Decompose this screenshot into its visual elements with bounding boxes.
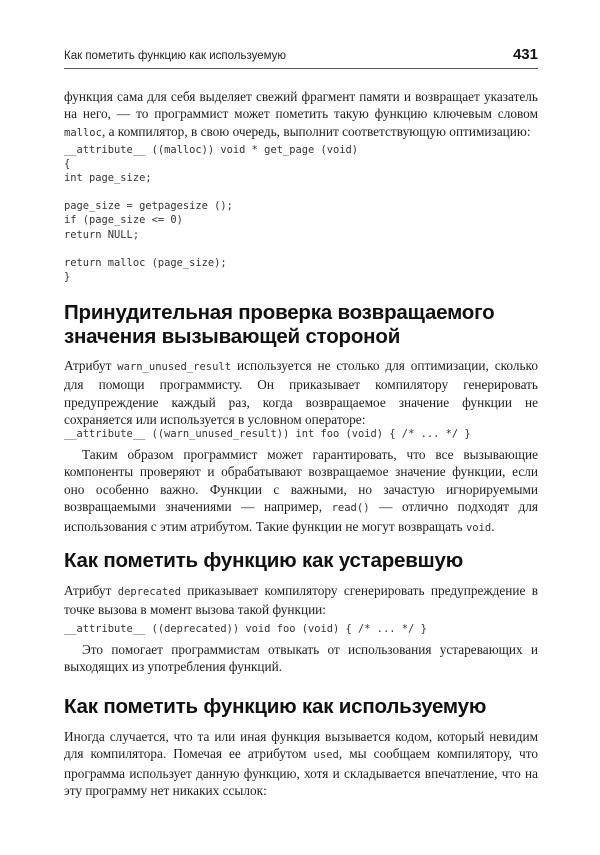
section1-paragraph-block xyxy=(64,357,538,429)
code-line: } xyxy=(64,270,71,283)
section3-text-b: , мы сообщаем компилятору, что программа использует данную функцию, хотя и складывается впечатление, что на эту программу нет никаких ссылок: xyxy=(64,746,538,799)
section3-text-a: Иногда случается, что та или иная функция вызывается кодом, который невидим для компилятора. Помечая ее атрибутом xyxy=(64,729,538,762)
code-line xyxy=(64,242,538,256)
section1-paragraph2-block xyxy=(64,446,538,537)
section2-paragraph-block xyxy=(64,582,538,619)
section1-text-c: Таким образом программист может гарантировать, что все вызывающие компоненты проверяют и обрабатывают возвращаемое значение функции, если оно особенно важно. Функции с важными, но зачастую игнорируемыми возвращаемыми значениями — например, xyxy=(64,447,538,515)
section2-paragraph2-block xyxy=(64,641,538,676)
code-line: return NULL; xyxy=(64,228,140,241)
section-heading-deprecated xyxy=(64,549,538,573)
section3-paragraph-block xyxy=(64,728,538,800)
section-title-line: значения вызывающей стороной xyxy=(64,324,401,348)
code-line: { xyxy=(64,158,71,171)
section1-code-block xyxy=(64,427,538,441)
section1-paragraph xyxy=(64,357,538,429)
header-rule xyxy=(64,68,538,69)
code-read: read() xyxy=(331,502,370,515)
code-line: return malloc (page_size); xyxy=(64,256,227,269)
intro-text-b: , а компилятор, в свою очередь, выполнит соответствующую оптимизацию: xyxy=(101,123,531,139)
section3-paragraph xyxy=(64,728,538,800)
code-line xyxy=(64,185,538,199)
code-example-deprecated: __attribute__ ((deprecated)) void foo (void) { /* ... */ } xyxy=(64,623,427,635)
intro-paragraph xyxy=(64,88,538,142)
section1-text-e: . xyxy=(491,518,495,534)
code-listing xyxy=(64,143,538,284)
intro-code-malloc: malloc xyxy=(64,126,102,139)
code-line: __attribute__ ((malloc)) void * get_page (void) xyxy=(64,144,359,156)
section1-text-b: используется не столько для оптимизации, сколько для помощи программисту. Он приказывает компилятору генерировать предупреждение каждый раз, когда возвращаемое значение функции не сохраняется или используется в условном операторе: xyxy=(64,358,538,428)
code-warn-unused-result: warn_unused_result xyxy=(117,361,232,373)
section-title: Как пометить функцию как используемую xyxy=(64,695,487,718)
section2-code-block xyxy=(64,622,538,636)
code-void: void xyxy=(465,521,492,534)
code-deprecated: deprecated xyxy=(117,586,181,598)
section2-paragraph-2: Это помогает программистам отвыкать от использования устаревающих и выходящих из употребления функций. xyxy=(64,642,538,675)
code-line: int page_size; xyxy=(64,172,152,185)
section1-text-d: — отлично подходят для использования с этим атрибутом. Такие функции не могут возвращать xyxy=(64,499,538,534)
code-line: page_size = getpagesize (); xyxy=(64,200,233,213)
code-line: if (page_size <= 0) xyxy=(64,214,183,227)
section-heading-warn-unused-result xyxy=(64,301,538,348)
section1-text-a: Атрибут xyxy=(64,358,112,373)
section2-text-b: приказывает компилятору сгенерировать предупреждение в точке вызова в момент вызова такой функции: xyxy=(64,583,539,618)
section1-paragraph-2 xyxy=(64,446,538,537)
section-title: Как пометить функцию как устаревшую xyxy=(64,549,464,572)
code-used: used xyxy=(313,749,339,762)
section2-paragraph xyxy=(64,582,538,619)
running-title: Как пометить функцию как используемую xyxy=(64,50,287,62)
malloc-code-listing xyxy=(64,143,538,284)
intro-text-a: функция сама для себя выделяет свежий фрагмент памяти и возвращает указатель на него, — то программист может пометить такую функцию ключевым словом xyxy=(64,89,538,122)
section-title xyxy=(64,301,538,348)
code-example-warn-unused-result: __attribute__ ((warn_unused_result)) int foo (void) { /* ... */ } xyxy=(64,428,471,440)
section-title-line: Принудительная проверка возвращаемого xyxy=(64,301,495,324)
section-heading-used xyxy=(64,695,538,719)
intro-paragraph-block xyxy=(64,88,538,142)
page-number: 431 xyxy=(512,46,538,63)
section2-text-a: Атрибут xyxy=(64,583,112,598)
